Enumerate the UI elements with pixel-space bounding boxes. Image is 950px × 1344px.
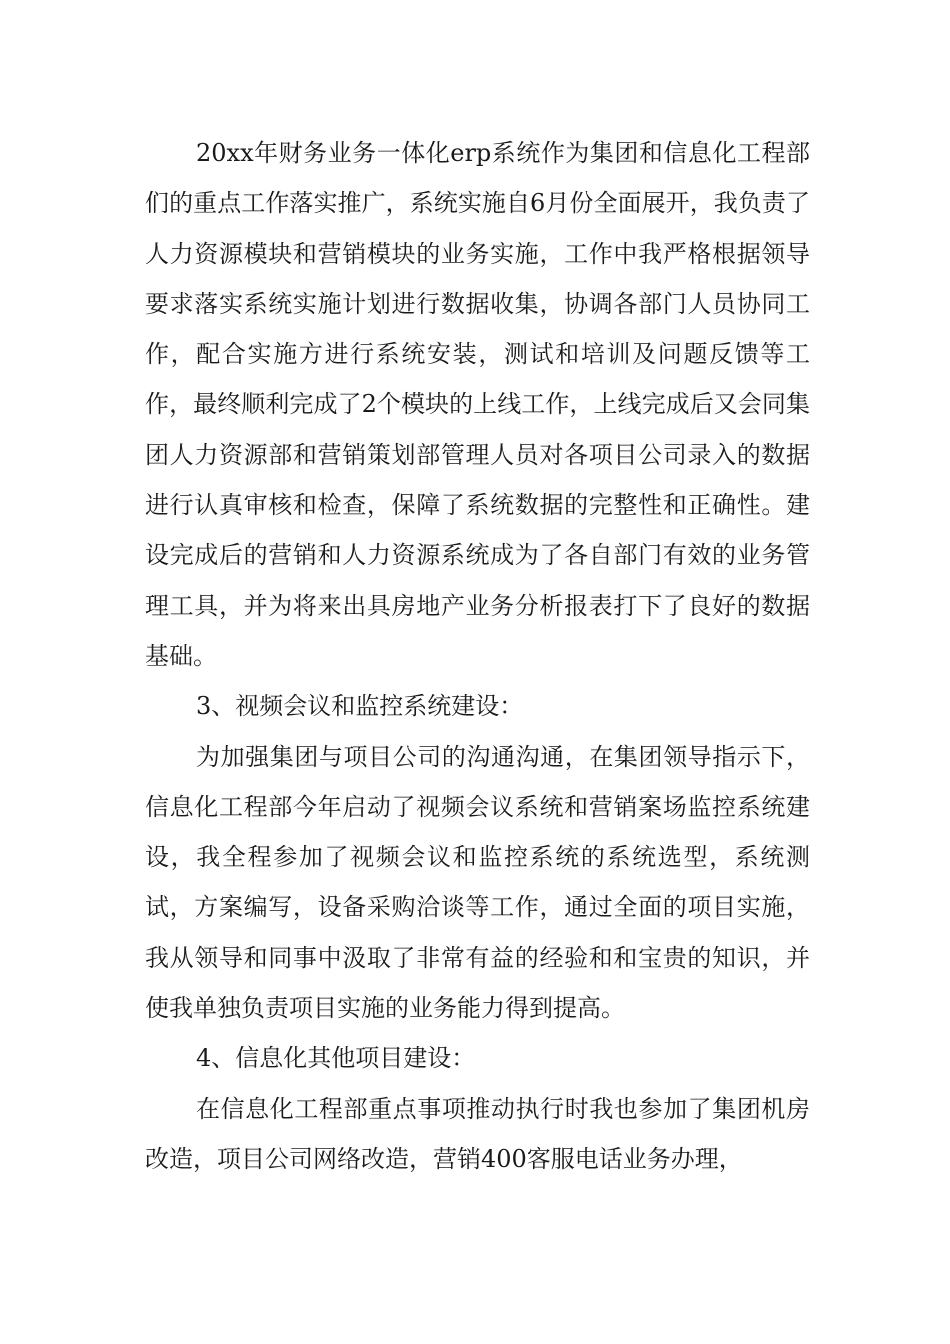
document-body — [145, 128, 810, 1184]
heading-video-conference-monitoring: 3、视频会议和监控系统建设： — [196, 692, 524, 721]
paragraph-erp-implementation: 20xx年财务业务一体化erp系统作为集团和信息化工程部们的重点工作落实推广，系统实施自6月份全面展开，我负责了人力资源模块和营销模块的业务实施，工作中我严格根据领导要求落实系统实施计划进行数据收集，协调各部门人员协同工作，配合实施方进行系统安装，测试和培训及问题反馈等工作，最终顺利完成了2个模块的上线工作，上线完成后又会同集团人力资源部和营销策划部管理人员对各项目公司录入的数据进行认真审核和检查，保障了系统数据的完整性和正确性。建设完成后的营销和人力资源系统成为了各自部门有效的业务管理工具，并为将来出具房地产业务分析报表打下了良好的数据基础。 — [145, 139, 810, 670]
paragraph-other-projects: 在信息化工程部重点事项推动执行时我也参加了集团机房改造，项目公司网络改造，营销400客服电话业务办理， — [145, 1094, 810, 1173]
paragraph-video-conference-monitoring: 为加强集团与项目公司的沟通沟通，在集团领导指示下，信息化工程部今年启动了视频会议系统和营销案场监控系统建设，我全程参加了视频会议和监控系统的系统选型，系统测试，方案编写，设备采购洽谈等工作，通过全面的项目实施，我从领导和同事中汲取了非常有益的经验和和宝贵的知识，并使我单独负责项目实施的业务能力得到提高。 — [145, 742, 810, 1023]
heading-other-projects: 4、信息化其他项目建设： — [196, 1044, 476, 1073]
